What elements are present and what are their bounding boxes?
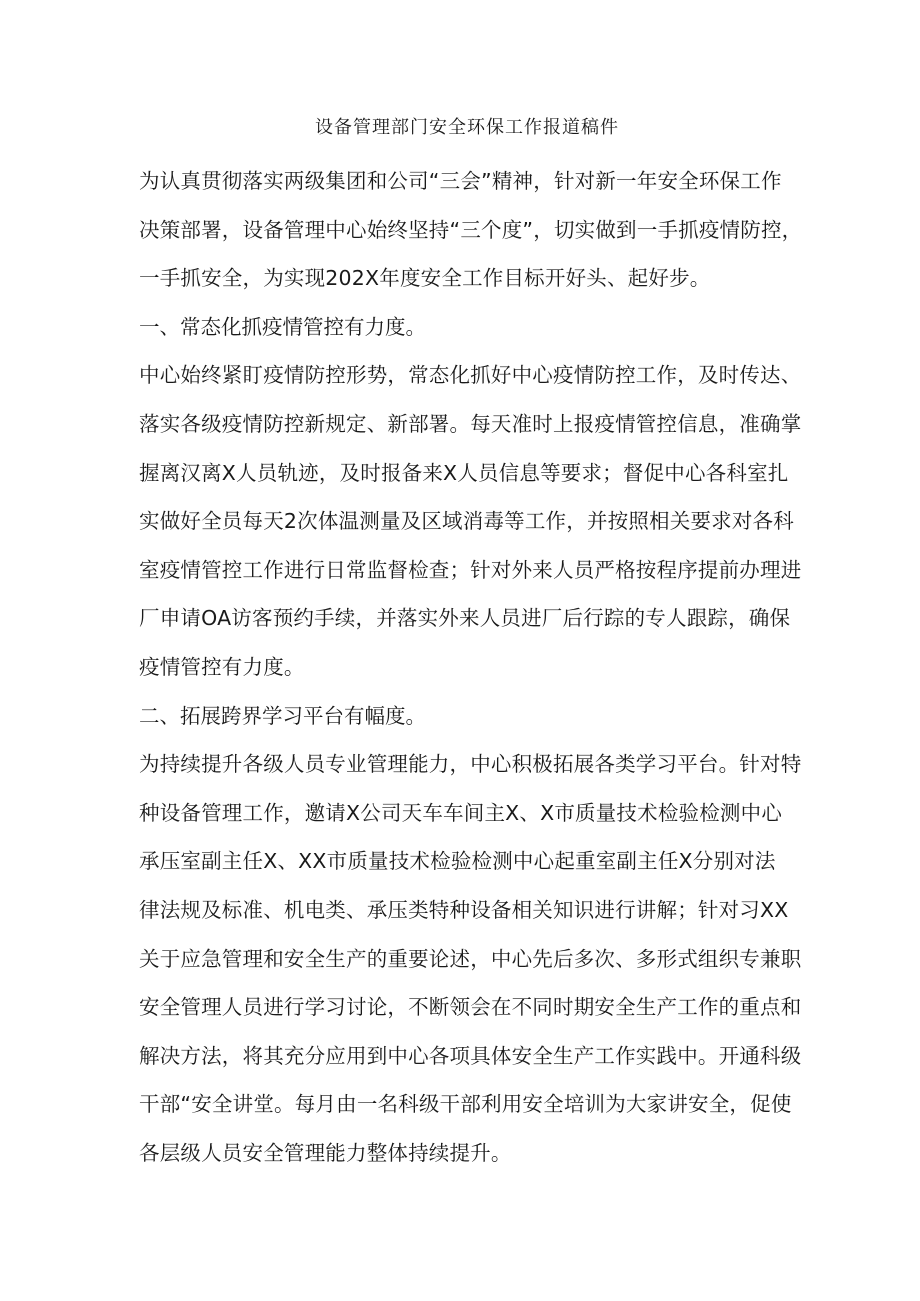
text-line: 决策部署，设备管理中心始终坚持“三个度”，切实做到一手抓疫情防控，	[139, 217, 803, 242]
text-line: 落实各级疫情防控新规定、新部署。每天准时上报疫情管控信息，准确掌	[139, 411, 802, 436]
text-line: 一手抓安全，为实现202X年度安全工作目标开好头、起好步。	[139, 266, 711, 291]
text-line: 室疫情管控工作进行日常监督检查；针对外来人员严格按程序提前办理进	[139, 557, 802, 582]
document-title: 设备管理部门安全环保工作报道稿件	[315, 117, 619, 138]
text-line: 各层级人员安全管理能力整体持续提升。	[139, 1140, 512, 1165]
document-body	[139, 113, 803, 1177]
section-1-heading: 一、常态化抓疫情管控有力度。	[139, 314, 426, 339]
text-line: 种设备管理工作，邀请X公司天车车间主X、X市质量技术检验检测中心	[139, 800, 783, 825]
text-line: 解决方法，将其充分应用到中心各项具体安全生产工作实践中。开通科级	[139, 1043, 802, 1068]
text-line: 律法规及标准、机电类、承压类特种设备相关知识进行讲解；针对习XX	[139, 897, 789, 922]
text-line: 安全管理人员进行学习讨论，不断领会在不同时期安全生产工作的重点和	[139, 995, 802, 1020]
text-line: 中心始终紧盯疫情防控形势，常态化抓好中心疫情防控工作，及时传达、	[139, 363, 802, 388]
text-line: 为持续提升各级人员专业管理能力，中心积极拓展各类学习平台。针对特	[139, 752, 802, 777]
text-line: 干部“安全讲堂。每月由一名科级干部利用安全培训为大家讲安全，促使	[139, 1092, 792, 1117]
section-2-paragraph	[139, 740, 802, 1177]
section-1-paragraph	[139, 351, 802, 691]
text-line: 承压室副主任X、XX市质量技术检验检测中心起重室副主任X分别对法	[139, 849, 776, 874]
text-line: 关于应急管理和安全生产的重要论述，中心先后多次、多形式组织专兼职	[139, 946, 802, 971]
text-line: 厂申请OA访客预约手续，并落实外来人员进厂后行踪的专人跟踪，确保	[139, 606, 791, 631]
text-line: 握离汉离X人员轨迹，及时报备来X人员信息等要求；督促中心各科室扎	[139, 460, 789, 485]
intro-paragraph	[139, 157, 803, 303]
text-line: 为认真贯彻落实两级集团和公司“三会”精神，针对新一年安全环保工作	[139, 169, 782, 193]
text-line: 疫情管控有力度。	[139, 654, 305, 679]
section-2-heading: 二、拓展跨界学习平台有幅度。	[139, 703, 426, 728]
text-line: 实做好全员每天2次体温测量及区域消毒等工作，并按照相关要求对各科	[139, 509, 794, 534]
